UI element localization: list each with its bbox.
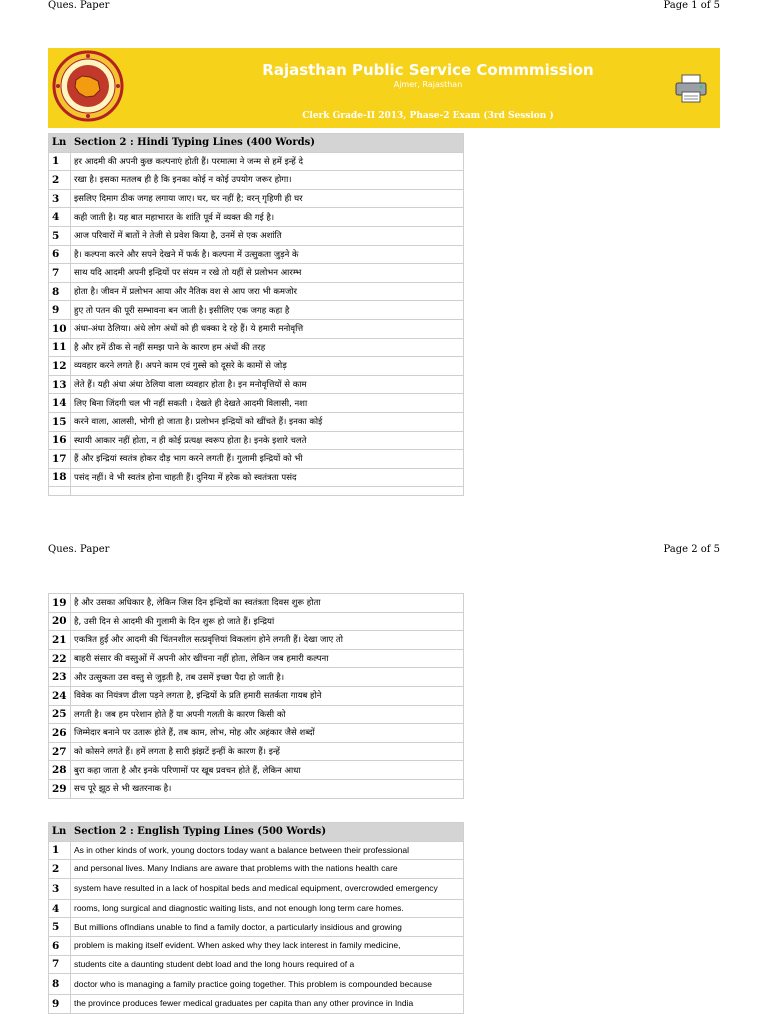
- line-number: [49, 487, 71, 496]
- line-number: 20: [49, 612, 71, 631]
- table-row: [49, 487, 464, 496]
- table-row: [49, 899, 464, 918]
- table-row: [49, 936, 464, 955]
- table-row: [49, 375, 464, 394]
- printer-icon[interactable]: [674, 74, 708, 104]
- table-row: [49, 742, 464, 761]
- line-text: problem is making itself evident. When asked why they lack interest in family medicine,: [71, 936, 464, 955]
- table-row: [49, 468, 464, 487]
- line-text: आज परिवारों में बातों ने तेजी से प्रवेश किया है, उनमें से एक अशांति: [71, 226, 464, 245]
- line-text: हैं और इन्द्रियां स्वतंत्र होकर दौड़ भाग करने लगती हैं। गुलामी इन्द्रियों को भी: [71, 450, 464, 469]
- table-row: [49, 208, 464, 227]
- line-text: पसंद नहीं। वे भी स्वतंत्र होना चाहती हैं। दुनिया में हरेक को स्वतंत्रता पसंद: [71, 468, 464, 487]
- line-text: को कोसने लगते हैं। हमें लगता है सारी झंझटें इन्हीं के कारण हैं। इन्हें: [71, 742, 464, 761]
- line-text: है। कल्पना करने और सपने देखने में फर्क है। कल्पना में उत्सुकता जुड़ने के: [71, 245, 464, 264]
- line-text: कही जाती है। यह बात महाभारत के शांति पूर्व में व्यक्त की गई है।: [71, 208, 464, 227]
- line-text: rooms, long surgical and diagnostic waiting lists, and not enough long term care homes.: [71, 899, 464, 918]
- english-lines-table: [48, 822, 464, 1014]
- line-text: हुए तो पतन की पूरी सम्भावना बन जाती है। इसीलिए एक जगह कहा है: [71, 301, 464, 320]
- table-row: [49, 724, 464, 743]
- line-number: 9: [49, 301, 71, 320]
- line-text: But millions ofIndians unable to find a family doctor, a particularly insidious and growing: [71, 918, 464, 937]
- line-number: 1: [49, 152, 71, 171]
- line-number: 5: [49, 226, 71, 245]
- table-row: [49, 152, 464, 171]
- line-text: जिम्मेदार बनाने पर उतारू होते हैं, तब काम, लोभ, मोह और अहंकार जैसे शब्दों: [71, 724, 464, 743]
- line-text: एकत्रित हुईं और आदमी की चिंतनशील सत्प्रवृत्तियां विकलांग होने लगती हैं। देखा जाए तो: [71, 631, 464, 650]
- line-text: लेते हैं। यही अंधा अंधा ठेलिया वाला व्यवहार होता है। इन मनोवृत्तियों से काम: [71, 375, 464, 394]
- table-row: [49, 394, 464, 413]
- line-text: students cite a daunting student debt load and the long hours required of a: [71, 955, 464, 974]
- line-text: स्थायी आकार नहीं होता, न ही कोई प्रत्यक्ष स्वरूप होता है। इनके इशारे चलते: [71, 431, 464, 450]
- line-text: और उत्सुकता उस वस्तु से जुड़ती है, तब उसमें इच्छा पैदा हो जाती है।: [71, 668, 464, 687]
- table-row: [49, 594, 464, 613]
- line-number: 17: [49, 450, 71, 469]
- line-number: 27: [49, 742, 71, 761]
- line-text: है और उसका अधिकार है, लेकिन जिस दिन इन्द्रियों का स्वतंत्रता दिवस शुरू होता: [71, 594, 464, 613]
- table-row: [49, 431, 464, 450]
- table-row: [49, 189, 464, 208]
- line-number: 24: [49, 686, 71, 705]
- table-row: [49, 761, 464, 780]
- table-row: [49, 612, 464, 631]
- table-row: [49, 245, 464, 264]
- table-row: [49, 171, 464, 190]
- page-header: [48, 0, 720, 11]
- table-row: [49, 282, 464, 301]
- line-number: 16: [49, 431, 71, 450]
- table-row: [49, 338, 464, 357]
- hindi-lines-table-continued: [48, 593, 464, 799]
- line-number: 19: [49, 594, 71, 613]
- line-number: 25: [49, 705, 71, 724]
- line-text: इसलिए दिमाग ठीक जगह लगाया जाए। घर, घर नहीं है; वरन् गृहिणी ही घर: [71, 189, 464, 208]
- line-number: 6: [49, 245, 71, 264]
- table-row: [49, 668, 464, 687]
- line-number: 2: [49, 171, 71, 190]
- line-text: लगती है। जब हम परेशान होते हैं या अपनी गलती के कारण किसी को: [71, 705, 464, 724]
- line-text: करने वाला, आलसी, भोगी हो जाता है। प्रलोभन इन्द्रियों को खींचते हैं। इनका कोई: [71, 412, 464, 431]
- line-number: 6: [49, 936, 71, 955]
- ln-header: Ln: [49, 134, 71, 153]
- line-number: 11: [49, 338, 71, 357]
- table-row: [49, 319, 464, 338]
- table-row: [49, 450, 464, 469]
- line-text: बुरा कहा जाता है और इनके परिणामों पर खूब प्रवचन होते हैं, लेकिन आधा: [71, 761, 464, 780]
- line-number: 23: [49, 668, 71, 687]
- commission-title: Rajasthan Public Service Commmission: [262, 61, 594, 79]
- line-number: 12: [49, 357, 71, 376]
- table-row: [49, 226, 464, 245]
- line-number: 7: [49, 264, 71, 283]
- header-left: Ques. Paper: [48, 544, 110, 555]
- table-row: [49, 686, 464, 705]
- line-text: [71, 487, 464, 496]
- line-number: 1: [49, 841, 71, 860]
- line-text: है और हमें ठीक से नहीं समझ पाने के कारण हम अंधों की तरह: [71, 338, 464, 357]
- rpsc-seal-icon: [52, 50, 124, 122]
- line-text: साथ यदि आदमी अपनी इन्द्रियों पर संयम न रखे तो यहीं से प्रलोभन आरम्भ: [71, 264, 464, 283]
- line-text: है, उसी दिन से आदमी की गुलामी के दिन शुरू हो जाते हैं। इन्द्रियां: [71, 612, 464, 631]
- line-number: 4: [49, 208, 71, 227]
- line-text: the province produces fewer medical graduates per capita than any other province in India: [71, 995, 464, 1014]
- line-text: हर आदमी की अपनी कुछ कल्पनाएं होती हैं। परमात्मा ने जन्म से हमें इन्हें दे: [71, 152, 464, 171]
- line-number: 18: [49, 468, 71, 487]
- line-number: 8: [49, 282, 71, 301]
- line-number: 28: [49, 761, 71, 780]
- table-row: [49, 631, 464, 650]
- line-text: system have resulted in a lack of hospital beds and medical equipment, overcrowded emergency: [71, 878, 464, 899]
- line-number: 21: [49, 631, 71, 650]
- table-row: [49, 264, 464, 283]
- commission-location: Ajmer, Rajasthan: [393, 80, 463, 89]
- line-number: 13: [49, 375, 71, 394]
- table-row: [49, 357, 464, 376]
- line-text: As in other kinds of work, young doctors today want a balance between their professional: [71, 841, 464, 860]
- commission-banner: [48, 48, 720, 128]
- ln-header: Ln: [49, 823, 71, 842]
- section-title: Section 2 : Hindi Typing Lines (400 Words): [71, 134, 464, 153]
- table-row: [49, 649, 464, 668]
- line-text: अंधा-अंधा ठेलिया। अंधे लोग अंधों को ही धक्का दे रहे हैं। ये हमारी मनोवृत्ति: [71, 319, 464, 338]
- line-number: 3: [49, 189, 71, 208]
- line-text: बाहरी संसार की वस्तुओं में अपनी ओर खींचना नहीं होता, लेकिन जब हमारी कल्पना: [71, 649, 464, 668]
- line-number: 7: [49, 955, 71, 974]
- line-number: 26: [49, 724, 71, 743]
- line-text: doctor who is managing a family practice going together. This problem is compounded because: [71, 974, 464, 995]
- line-text: व्यवहार करने लगते हैं। अपने काम एवं गुस्से को दूसरे के कामों से जोड़: [71, 357, 464, 376]
- line-number: 4: [49, 899, 71, 918]
- line-text: सच पूरे झूठ से भी खतरनाक है।: [71, 779, 464, 798]
- line-text: लिए बिना जिंदगी चल भी नहीं सकती । देखते ही देखते आदमी विलासी, नशा: [71, 394, 464, 413]
- line-number: 8: [49, 974, 71, 995]
- exam-title: Clerk Grade-II 2013, Phase-2 Exam (3rd Session ): [302, 111, 554, 121]
- line-number: 9: [49, 995, 71, 1014]
- section-title: Section 2 : English Typing Lines (500 Words): [71, 823, 464, 842]
- line-text: and personal lives. Many Indians are aware that problems with the nations health care: [71, 860, 464, 879]
- header-page-number: Page 2 of 5: [663, 544, 720, 555]
- table-row: [49, 705, 464, 724]
- line-number: 14: [49, 394, 71, 413]
- line-text: विवेक का नियंत्रण ढीला पड़ने लगता है, इन्द्रियों के प्रति हमारी सतर्कता गायब होने: [71, 686, 464, 705]
- table-row: [49, 974, 464, 995]
- table-row: [49, 955, 464, 974]
- line-number: 10: [49, 319, 71, 338]
- table-row: [49, 995, 464, 1014]
- table-row: [49, 860, 464, 879]
- table-row: [49, 841, 464, 860]
- table-row: [49, 918, 464, 937]
- line-number: 22: [49, 649, 71, 668]
- table-row: [49, 301, 464, 320]
- table-row: [49, 779, 464, 798]
- line-number: 5: [49, 918, 71, 937]
- header-left: Ques. Paper: [48, 0, 110, 11]
- line-text: रखा है। इसका मतलब ही है कि इनका कोई न कोई उपयोग जरूर होगा।: [71, 171, 464, 190]
- line-number: 2: [49, 860, 71, 879]
- line-text: होता है। जीवन में प्रलोभन आया और नैतिक वश से आप जरा भी कमजोर: [71, 282, 464, 301]
- hindi-lines-table: [48, 133, 464, 496]
- page-header-2: [48, 544, 720, 555]
- line-number: 15: [49, 412, 71, 431]
- line-number: 29: [49, 779, 71, 798]
- header-page-number: Page 1 of 5: [663, 0, 720, 11]
- line-number: 3: [49, 878, 71, 899]
- table-row: [49, 412, 464, 431]
- table-row: [49, 878, 464, 899]
